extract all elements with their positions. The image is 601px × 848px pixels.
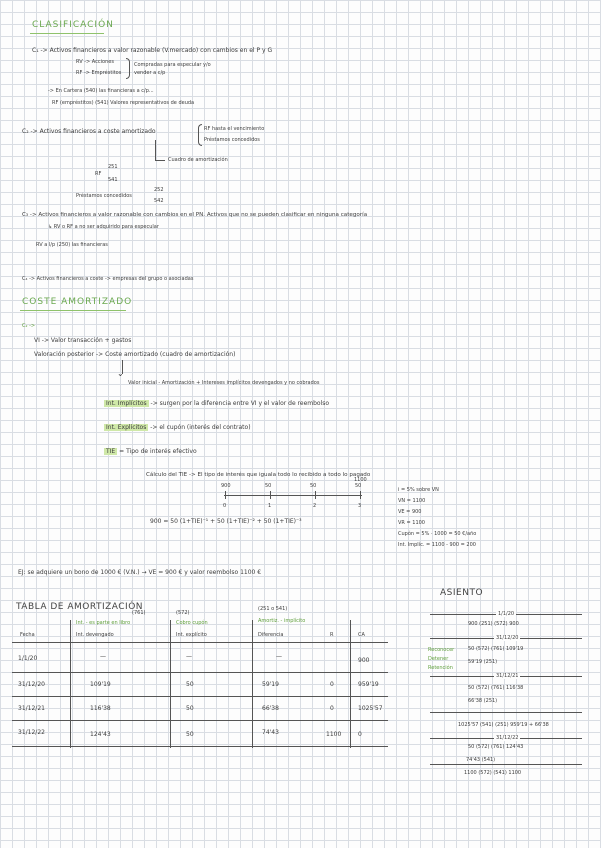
table-cell: 50 [186,681,194,688]
asiento-date: 31/12/21 [496,673,519,679]
c2-542: 542 [154,198,164,204]
table-col-rule [70,620,71,748]
table-col-rule [350,620,351,748]
c1-text: C₁ -> Activos financieros a valor razonable (V.mercado) con cambios en el P y G [32,47,273,54]
table-cell: 116'38 [90,705,111,712]
table-rule [12,746,388,747]
table-header-fecha: Fecha [20,632,35,638]
c3-line1: ↳ RV o RF a no ser adquirido para especular [48,224,159,230]
table-code-1: (572) [176,610,190,616]
table-cell: 50 [186,731,194,738]
c4-text: C₄ -> Activos financieros a coste -> empresas del grupo o asociadas [22,276,194,282]
side-note-5: Int. Implíc. = 1100 - 900 = 200 [398,542,476,548]
timeline-top-extra: 1100 [354,477,367,483]
table-cell: — [186,653,192,660]
asiento-side-label-1: Reconocer [428,647,455,653]
table-cell: 1100 [326,731,342,738]
side-note-2: VE = 900 [398,509,422,515]
table-cell: — [276,653,282,660]
asiento-date: 1/1/20 [498,611,515,617]
c2-251: 251 [108,164,118,170]
table-rule [12,696,388,697]
section-title-coste-amortizado: COSTE AMORTIZADO [22,297,133,307]
ejemplo-text: EJ: se adquiere un bono de 1000 € (V.N.) → VE = 900 € y valor reembolso 1100 € [18,569,262,576]
table-header-diferencia: Diferencia [258,632,284,638]
valoracion-text: Valoración posterior -> Coste amortizado (cuadro de amortización) [34,351,236,358]
c3-text: C₃ -> Activos financieros a valor razonable con cambios en el PN. Activos que no se pueden clasificar en ninguna categoría [22,212,368,218]
table-cell: 31/12/21 [18,705,45,712]
int-explicitos-text: -> el cupón (interés del contrato) [150,424,251,431]
table-cell: — [100,653,106,660]
asiento-date: 31/12/20 [496,635,519,641]
table-rule [12,720,388,721]
c2-prestamos: Préstamos concedidos [76,193,132,199]
table-note-0: Int. - es parte en libro [76,620,131,626]
section-title-clasificacion: CLASIFICACIÓN [32,20,114,30]
c2-sub: C₂ -> [22,323,36,329]
table-rule [12,642,388,643]
table-header-ca: CA [358,632,365,638]
table-note-1: Cobro cupón [176,620,208,626]
c1-line1: -> En Cartera (540) las financieras a c/p... [48,88,154,94]
c1-line2: RF (empréstitos) (541) Valores representativos de deuda [52,100,195,106]
c1-brace-line1: Compradas para especular y/o [134,62,211,68]
c2-rf: RF [95,171,102,177]
table-rule [12,672,388,673]
asiento-rule [430,712,582,713]
asiento-line: 1025'57 (541) (251) 959'19 + 66'38 [458,722,549,728]
table-header-int-explicito: Int. explícito [176,632,207,638]
c1-brace [126,58,130,79]
table-code-2: (251 o 541) [258,606,288,612]
c2-252: 252 [154,187,164,193]
table-cell: 74'43 [262,729,279,736]
timeline-top-1: 50 [265,483,272,489]
table-cell: 1/1/20 [18,655,38,662]
table-note-2: Amortiz. - implícito [258,618,306,624]
table-header-int-devengado: Int. devengado [76,632,114,638]
c2-541: 541 [108,177,118,183]
int-implicitos-row [104,400,329,407]
c2-connector-v [155,140,156,160]
timeline-bot-2: 2 [313,503,317,509]
timeline-top-3: 50 [355,483,362,489]
asiento-date: 31/12/22 [496,735,519,741]
side-note-1: VN = 1100 [398,498,426,504]
table-code-0: (761) [132,610,146,616]
calculo-tie: Cálculo del TIE -> El tipo de interés que iguala todo lo recibido a todo lo pagado [146,472,371,478]
asiento-side-label-2: Detener [428,656,449,662]
c1-brace-line2: vender a c/p [134,70,166,76]
c2-text: C₂ -> Activos financieros a coste amortizado [22,128,156,135]
int-explicitos-label: Int. Explícitos [106,424,147,431]
asiento-line: 1100 (572) (541) 1100 [464,770,522,776]
side-note-4: Cupón = 5% · 1000 = 50 €/año [398,531,477,537]
asiento-rule [430,764,582,765]
timeline-bot-0: 0 [223,503,227,509]
asiento-title: ASIENTO [440,588,484,598]
table-cell: 1025'57 [358,705,383,712]
timeline-tick [360,491,361,499]
vi-text: VI -> Valor transacción + gastos [34,337,132,344]
asiento-line: 59'19 (251) [468,659,498,665]
c2-brace [198,124,202,146]
timeline-bot-3: 3 [358,503,362,509]
asiento-side-label-3: Retención [428,665,453,671]
int-implicitos-label: Int. Implícitos [106,400,147,407]
table-cell: 31/12/22 [18,729,45,736]
asiento-line: 66'38 (251) [468,698,498,704]
table-cell: 31/12/20 [18,681,45,688]
timeline-bot-1: 1 [268,503,272,509]
arrow-head: ⌄ [117,369,124,378]
side-note-3: VR = 1100 [398,520,425,526]
asiento-line: 50 (572) (761) 116'38 [468,685,524,691]
asiento-line: 74'43 (541) [466,757,496,763]
table-cell: 109'19 [90,681,111,688]
table-cell: 900 [358,657,370,664]
table-cell: 959'19 [358,681,379,688]
timeline-top-2: 50 [310,483,317,489]
tie-row [104,448,197,455]
table-cell: 59'19 [262,681,279,688]
c3-line2: RV a l/p (250) las financieras [36,242,108,248]
c2-connector-h [155,160,165,161]
title-underline [20,310,126,311]
c1-rf: RF -> Empréstitos [76,70,122,76]
timeline-tick [270,491,271,499]
tie-label: TIE [106,448,116,455]
table-cell: 124'43 [90,731,111,738]
equation: 900 = 50 (1+TIE)⁻¹ + 50 (1+TIE)⁻² + 50 (1+TIE)⁻³ [150,518,302,525]
table-cell: 50 [186,705,194,712]
table-col-rule [170,620,171,748]
timeline-tick [225,491,226,499]
table-cell: 0 [330,705,334,712]
formula-text: Valor inicial - Amortización + Intereses implícitos devengados y no cobrados [128,380,320,386]
c1-rv: RV -> Acciones [76,59,114,65]
timeline-top-0: 900 [221,483,231,489]
tie-text: = Tipo de interés efectivo [119,448,197,455]
timeline-tick [315,491,316,499]
int-implicitos-text: -> surgen por la diferencia entre VI y el valor de reembolso [150,400,330,407]
c2-brace-line2: Préstamos concedidos [204,137,260,143]
asiento-line: 900 (251) (572) 900 [468,621,519,627]
timeline-axis [224,495,362,496]
int-explicitos-row [104,424,251,431]
table-cell: 0 [330,681,334,688]
c2-cuadro: Cuadro de amortización [168,157,228,163]
table-title: TABLA DE AMORTIZACIÓN [16,602,144,612]
side-note-0: i = 5% sobre VN [398,487,439,493]
asiento-line: 50 (572) (761) 109'19 [468,646,524,652]
table-cell: 66'38 [262,705,279,712]
table-cell: 0 [358,731,362,738]
title-underline [30,33,104,34]
asiento-line: 50 (572) (761) 124'43 [468,744,524,750]
c2-brace-line1: RF hasta el vencimiento [204,126,265,132]
table-col-rule [252,620,253,748]
table-header-r: R [330,632,334,638]
